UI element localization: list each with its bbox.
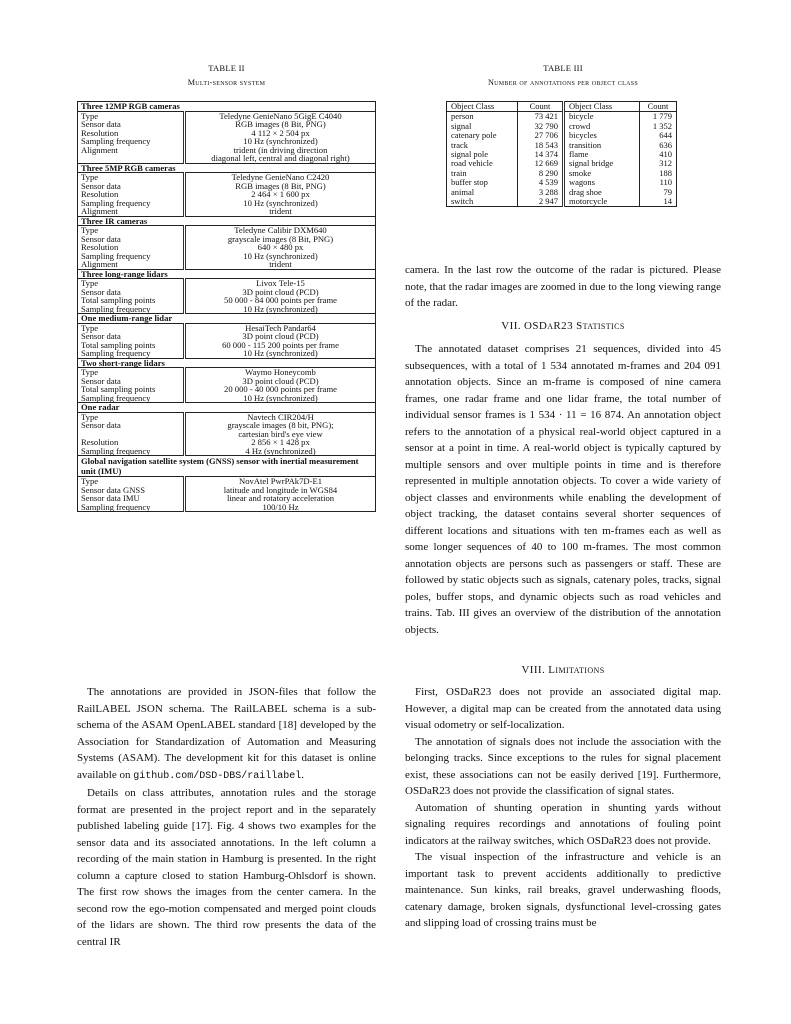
table-row xyxy=(78,207,376,216)
table-row xyxy=(78,323,376,332)
row-label: Sampling frequency xyxy=(78,503,185,512)
value-line: 100/10 Hz xyxy=(262,501,299,512)
left-body-text xyxy=(77,684,376,950)
row-label: Sampling frequency xyxy=(78,199,185,208)
text-span: The annotations are provided in JSON-files that follow the RailLABEL JSON schema. The RailLABEL schema is a sub-schema of the ASAM OpenLABEL standard [18] developed by the Association for Standardization of Automation and Measuring Systems (ASAM). The development kit for this dataset is online available on xyxy=(77,686,376,781)
table-row xyxy=(78,279,376,288)
row-label: Alignment xyxy=(78,260,185,269)
value-line: 20 000 - 40 000 points per frame xyxy=(224,384,337,394)
row-value xyxy=(185,394,376,403)
row-label: Sampling frequency xyxy=(78,349,185,358)
table2-section-header xyxy=(78,102,376,112)
count-cell: 27 706 xyxy=(518,131,564,140)
value-line: 10 Hz (synchronized) xyxy=(243,303,318,314)
value-line: trident xyxy=(269,259,292,269)
row-label: Sensor data xyxy=(78,332,185,341)
count-cell: 1 779 xyxy=(652,111,672,122)
section-title: One radar xyxy=(78,403,376,413)
table-row xyxy=(447,188,677,197)
value-line: 4 Hz (synchronized) xyxy=(245,445,316,456)
count-cell: 1 352 xyxy=(652,120,672,131)
section-title: Global navigation satellite system (GNSS) sensor with inertial measurement unit (IMU) xyxy=(78,456,376,477)
object-class-cell: signal bridge xyxy=(564,159,640,168)
table-row xyxy=(447,159,677,168)
object-class-cell: road vehicle xyxy=(447,159,518,168)
count-cell: 73 421 xyxy=(518,112,564,122)
row-label: Sampling frequency xyxy=(78,394,185,403)
row-value xyxy=(185,447,376,456)
table3-caption xyxy=(405,63,721,87)
value-line: HesaiTech Pandar64 xyxy=(245,322,316,333)
table2-title: Multi-sensor system xyxy=(187,78,266,87)
right-top-text xyxy=(405,262,721,312)
table3-header-row xyxy=(447,102,677,112)
table2-section-header xyxy=(78,314,376,324)
table-row xyxy=(78,235,376,244)
value-line: 60 000 - 115 200 points per frame xyxy=(222,339,339,350)
row-label: Sensor data xyxy=(78,182,185,191)
object-class-cell: train xyxy=(447,169,518,178)
paragraph: The visual inspection of the infrastructure and vehicle is an important task to prevent accidents additionally to predictive maintenance. Sun kinks, rail breaks, gravel underwashing floods, catenary damage, broken signals, dysfunctional level-crossing gates and slipping load of crossing trains must be xyxy=(405,851,721,929)
table3-title: Number of annotations per object class xyxy=(487,78,639,87)
row-label: Sensor data GNSS xyxy=(78,486,185,495)
object-class-cell: motorcycle xyxy=(564,197,640,207)
text-span: . xyxy=(301,768,304,781)
row-value xyxy=(185,349,376,358)
count-cell: 32 790 xyxy=(518,122,564,131)
row-label: Total sampling points xyxy=(78,296,185,305)
value-line: 10 Hz (synchronized) xyxy=(243,197,318,208)
value-line: 3D point cloud (PCD) xyxy=(242,331,319,341)
value-line: 50 000 - 84 000 points per frame xyxy=(224,295,337,305)
row-label: Resolution xyxy=(78,129,185,138)
count-cell: 12 669 xyxy=(518,159,564,168)
statistics-text xyxy=(405,341,721,638)
value-line: Livox Tele-15 xyxy=(256,278,305,288)
repo-link[interactable]: github.com/DSD-DBS/raillabel xyxy=(133,770,302,782)
count-cell: 14 374 xyxy=(518,150,564,159)
paragraph: The annotated dataset comprises 21 sequences, divided into 45 subsequences, with a total of 1 534 annotated m-frames and 204 091 annotation objects. Since an m-frame is composed of nine camera frames, one radar frame and one lidar frame, the total number of individual sensor frames is 1 534 · 11 = 16 874. An annotation object refers to the annotation of a physical real-world object captured in a sensor at a point in time. A real-world object is typically captured by multiple sensors and over multiple points in time and is therefore represented in multiple annotation objects. To cover a wide variety of object classes and environments while enabling the development of object tracking, the dataset contains several shorter sequences of different locations and situations with ten m-frames each as well as some longer sequences of 40 to 100 m-frames. The most common annotation objects are persons such as passengers or staff. These are followed by static objects such as signals, catenary poles, tracks, signal poles, buffer stops, and dynamic objects such as road vehicles and trains. Tab. III gives an overview of the distribution of the annotation objects. xyxy=(405,343,721,636)
table-row xyxy=(78,111,376,120)
annotation-count-table xyxy=(446,101,677,207)
count-cell: 2 947 xyxy=(518,197,564,207)
table-row xyxy=(78,252,376,261)
value-line: RGB images (8 Bit, PNG) xyxy=(235,119,326,129)
count-cell: 636 xyxy=(659,139,672,150)
value-line: 2 464 × 1 600 px xyxy=(251,189,310,199)
row-label: Alignment xyxy=(78,146,185,164)
table3-number: TABLE III xyxy=(543,63,583,73)
row-label: Sampling frequency xyxy=(78,447,185,456)
table-row xyxy=(78,368,376,377)
multi-sensor-table xyxy=(77,101,376,512)
table2-section-header xyxy=(78,456,376,477)
table-row xyxy=(78,394,376,403)
object-class-cell: signal xyxy=(447,122,518,131)
header-count: Count xyxy=(518,102,564,112)
object-class-cell: track xyxy=(447,141,518,150)
object-class-cell: flame xyxy=(564,150,640,159)
object-class-cell: wagons xyxy=(564,178,640,187)
section-heading-statistics: VII. OSDaR23 Statistics xyxy=(501,320,625,332)
section-heading-limitations: VIII. Limitations xyxy=(521,664,605,676)
row-label: Sensor data xyxy=(78,120,185,129)
row-label: Type xyxy=(78,226,185,235)
value-line: Teledyne Calibir DXM640 xyxy=(234,225,327,235)
row-label: Type xyxy=(78,368,185,377)
row-label: Sampling frequency xyxy=(78,137,185,146)
table-row xyxy=(78,447,376,456)
row-label: Type xyxy=(78,279,185,288)
object-class-cell: switch xyxy=(447,197,518,207)
row-label: Type xyxy=(78,412,185,421)
section-title: Three long-range lidars xyxy=(78,269,376,279)
row-label: Sensor data xyxy=(78,377,185,386)
table2-section-header xyxy=(78,358,376,368)
value-line: latitude and longitude in WGS84 xyxy=(223,484,338,495)
count-cell: 8 290 xyxy=(518,169,564,178)
row-label: Total sampling points xyxy=(78,341,185,350)
count-cell: 410 xyxy=(659,149,672,160)
row-value xyxy=(185,146,376,164)
row-value xyxy=(185,260,376,269)
section-title: Two short-range lidars xyxy=(78,358,376,368)
table-row xyxy=(447,112,677,122)
count-cell: 3 288 xyxy=(518,188,564,197)
value-line: 3D point cloud (PCD) xyxy=(242,286,319,297)
count-cell: 4 539 xyxy=(518,178,564,187)
table-row xyxy=(78,349,376,358)
value-line: 10 Hz (synchronized) xyxy=(243,348,318,358)
paragraph: Automation of shunting operation in shunting yards without signaling requires recordings and annotations of fouling point indicators at the railway switches, which OSDaR23 does not provide. xyxy=(405,801,721,847)
row-value xyxy=(185,421,376,438)
table2-caption xyxy=(77,63,376,87)
object-class-cell: bicycles xyxy=(564,131,640,140)
count-cell: 312 xyxy=(659,158,672,169)
value-line: 10 Hz (synchronized) xyxy=(243,136,318,146)
value-line: 3D point cloud (PCD) xyxy=(242,375,319,386)
row-value xyxy=(185,503,376,512)
row-label: Sensor data IMU xyxy=(78,494,185,503)
table2-number: TABLE II xyxy=(208,63,245,73)
value-line: cartesian bird's eye view xyxy=(238,428,323,439)
row-label: Sensor data xyxy=(78,421,185,438)
row-label: Type xyxy=(78,477,185,486)
row-label: Type xyxy=(78,111,185,120)
object-class-cell: buffer stop xyxy=(447,178,518,187)
object-class-cell: transition xyxy=(564,141,640,150)
count-cell: 14 xyxy=(663,196,672,207)
value-line: Teledyne GenieNano C2420 xyxy=(231,172,330,182)
table2-section-header xyxy=(78,216,376,226)
table2-section-header xyxy=(78,163,376,173)
table-row xyxy=(78,182,376,191)
value-line: Waymo Honeycomb xyxy=(245,367,316,377)
object-class-cell: catenary pole xyxy=(447,131,518,140)
row-label: Sampling frequency xyxy=(78,252,185,261)
table-row xyxy=(78,137,376,146)
table-row xyxy=(78,120,376,129)
row-value xyxy=(185,305,376,314)
value-line: grayscale images (8 Bit, PNG) xyxy=(227,233,334,244)
count-cell: 79 xyxy=(663,186,672,197)
section-title: Three IR cameras xyxy=(78,216,376,226)
table-row xyxy=(78,199,376,208)
object-class-cell: bicycle xyxy=(564,112,640,122)
header-object-class: Object Class xyxy=(564,102,640,112)
value-line: 10 Hz (synchronized) xyxy=(243,250,318,261)
row-value xyxy=(185,207,376,216)
value-line: diagonal left, central and diagonal right) xyxy=(211,153,350,163)
header-object-class: Object Class xyxy=(447,102,518,112)
value-line: Navtech CIR204/H xyxy=(247,411,314,422)
table-row xyxy=(447,197,677,207)
object-class-cell: animal xyxy=(447,188,518,197)
value-line: 640 × 480 px xyxy=(257,242,304,252)
count-cell: 110 xyxy=(659,177,672,188)
paragraph xyxy=(77,684,376,785)
value-line: linear and rotatory acceleration xyxy=(226,493,335,503)
row-label: Type xyxy=(78,173,185,182)
value-line: Teledyne GenieNano 5GigE C4040 xyxy=(219,110,342,121)
table-row xyxy=(78,421,376,438)
row-label: Sensor data xyxy=(78,235,185,244)
value-line: trident xyxy=(269,206,292,216)
table-row xyxy=(447,178,677,187)
row-label: Type xyxy=(78,323,185,332)
object-class-cell: signal pole xyxy=(447,150,518,159)
count-cell: 644 xyxy=(659,130,672,141)
section-title: Three 5MP RGB cameras xyxy=(78,163,376,173)
paragraph: Details on class attributes, annotation rules and the storage format are presented in the project report and in the separately published labeling guide [17]. Fig. 4 shows two examples for the sensor data and its associated annotations. In the left column a recording of the main station in Hamburg is presented. In the right column a capture closed to station Hamburg-Ohlsdorf is shown. The first row shows the images from the center camera. In the second row the ego-motion compensated and merged point clouds of the lidars are shown. The third row presents the data of the central IR xyxy=(77,787,376,948)
section-title: Three 12MP RGB cameras xyxy=(78,102,376,112)
object-class-cell: crowd xyxy=(564,122,640,131)
value-line: 10 Hz (synchronized) xyxy=(243,392,318,403)
count-cell: 18 543 xyxy=(518,141,564,150)
table2-section-header xyxy=(78,269,376,279)
table-row xyxy=(78,173,376,182)
row-label: Total sampling points xyxy=(78,385,185,394)
table2-section-header xyxy=(78,403,376,413)
table-row xyxy=(78,146,376,164)
table-row xyxy=(447,131,677,140)
row-label: Resolution xyxy=(78,438,185,447)
header-count: Count xyxy=(640,102,677,112)
row-label: Sensor data xyxy=(78,288,185,297)
value-line: 4 112 × 2 504 px xyxy=(251,127,310,138)
value-line: trident (in driving direction xyxy=(233,144,328,155)
object-class-cell: drag shoe xyxy=(564,188,640,197)
row-label: Resolution xyxy=(78,243,185,252)
value-line: NovAtel PwrPAk7D-E1 xyxy=(239,476,322,486)
value-line: grayscale images (8 bit, PNG); xyxy=(227,420,334,430)
row-label: Alignment xyxy=(78,207,185,216)
count-cell: 188 xyxy=(659,167,672,178)
paragraph: camera. In the last row the outcome of the radar is pictured. Please note, that the radar images are zoomed in due to the long viewing range of the radar. xyxy=(405,264,721,309)
limitations-text xyxy=(405,684,721,932)
value-line: 2 856 × 1 428 px xyxy=(251,437,310,447)
section-title: One medium-range lidar xyxy=(78,314,376,324)
paragraph: The annotation of signals does not include the association with the belonging tracks. Since exceptions to the rules for signal placement exist, these associations can not be easily derived [19]. Furthermore, OSDaR23 does not provide the classification of signal states. xyxy=(405,735,721,797)
value-line: RGB images (8 Bit, PNG) xyxy=(235,180,326,191)
object-class-cell: person xyxy=(447,112,518,122)
row-label: Sampling frequency xyxy=(78,305,185,314)
table-row xyxy=(78,260,376,269)
row-label: Resolution xyxy=(78,190,185,199)
object-class-cell: smoke xyxy=(564,169,640,178)
paragraph: First, OSDaR23 does not provide an associated digital map. However, a digital map can be created from the annotated data using visual odometry or self-localization. xyxy=(405,686,721,731)
table-row xyxy=(78,503,376,512)
